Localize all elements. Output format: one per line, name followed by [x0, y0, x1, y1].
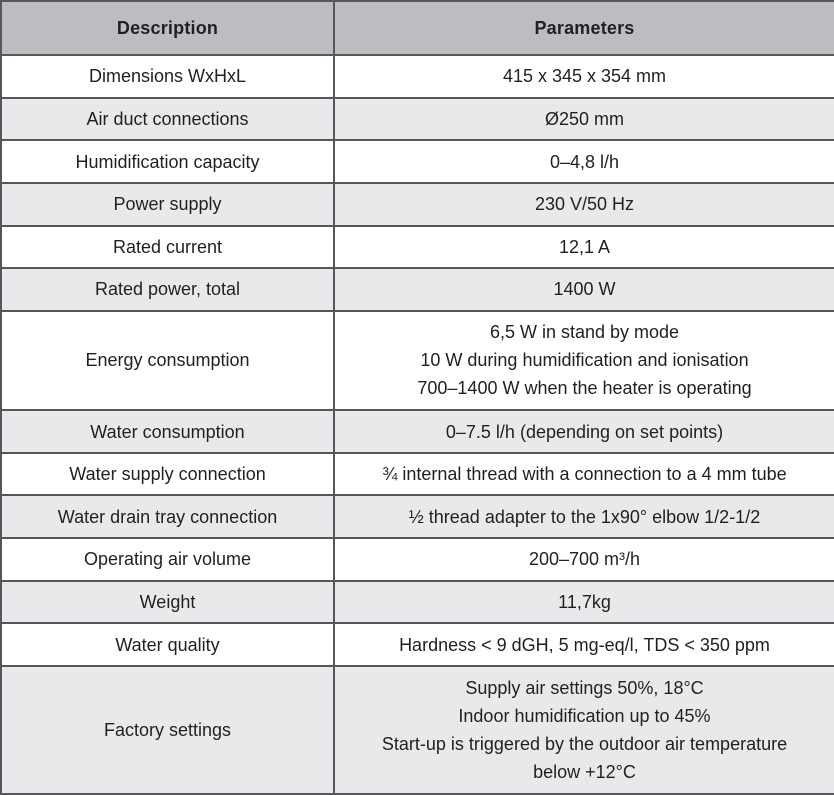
parameters-cell [334, 623, 834, 666]
parameters-cell [334, 538, 834, 581]
parameter-line: 230 V/50 Hz [534, 194, 635, 215]
table-row [1, 666, 834, 794]
description-cell: Water consumption [1, 410, 334, 453]
parameters-cell [334, 410, 834, 453]
parameter-line: 0–4,8 l/h [549, 151, 620, 172]
table-row [1, 226, 834, 269]
parameter-line: Supply air settings 50%, 18°C [465, 677, 704, 698]
description-cell: Water supply connection [1, 453, 334, 496]
description-cell: Power supply [1, 183, 334, 226]
description-cell: Humidification capacity [1, 140, 334, 183]
table-row [1, 623, 834, 666]
table-row [1, 268, 834, 311]
parameter-line: Ø250 mm [544, 108, 625, 129]
table-row [1, 140, 834, 183]
parameter-line: 1400 W [553, 279, 616, 300]
description-cell: Rated power, total [1, 268, 334, 311]
description-cell: Water quality [1, 623, 334, 666]
header-row [1, 1, 834, 55]
parameter-line: 11,7kg [558, 592, 611, 613]
parameters-cell [334, 581, 834, 624]
parameters-cell [334, 666, 834, 794]
parameters-column-header: Parameters [334, 1, 834, 55]
parameters-cell [334, 55, 834, 98]
parameter-line: 10 W during humidification and ionisation [420, 350, 749, 371]
parameter-line: 6,5 W in stand by mode [489, 322, 680, 343]
description-cell: Air duct connections [1, 98, 334, 141]
parameters-cell [334, 495, 834, 538]
description-cell: Water drain tray connection [1, 495, 334, 538]
description-cell: Dimensions WxHxL [1, 55, 334, 98]
parameter-line: ½ thread adapter to the 1x90° elbow 1/2-1/2 [408, 506, 761, 527]
description-column-header: Description [1, 1, 334, 55]
parameter-line: 12,1 A [558, 236, 611, 257]
table-row [1, 98, 834, 141]
parameter-line: 700–1400 W when the heater is operating [417, 378, 752, 399]
description-cell: Operating air volume [1, 538, 334, 581]
table-row [1, 453, 834, 496]
table-row [1, 538, 834, 581]
parameter-line: 415 x 345 x 354 mm [502, 66, 667, 87]
parameters-cell [334, 311, 834, 410]
parameters-cell [334, 268, 834, 311]
parameter-line: Indoor humidification up to 45% [458, 705, 711, 726]
description-cell: Rated current [1, 226, 334, 269]
table-body [1, 55, 834, 794]
parameter-line: Hardness < 9 dGH, 5 mg-eq/l, TDS < 350 ppm [399, 634, 770, 655]
parameter-line: 0–7.5 l/h (depending on set points) [445, 421, 724, 442]
table-row [1, 183, 834, 226]
parameters-cell [334, 226, 834, 269]
parameters-cell [334, 183, 834, 226]
parameters-cell [334, 98, 834, 141]
parameter-line: below +12°C [533, 761, 636, 782]
table-row [1, 581, 834, 624]
parameter-line: Start-up is triggered by the outdoor air temperature [381, 733, 788, 754]
parameters-cell [334, 453, 834, 496]
table-row [1, 410, 834, 453]
description-cell: Energy consumption [1, 311, 334, 410]
parameters-cell [334, 140, 834, 183]
table-row [1, 311, 834, 410]
parameter-line: 200–700 m³/h [528, 549, 641, 570]
description-cell: Factory settings [1, 666, 334, 794]
parameter-line: ¾ internal thread with a connection to a 4 mm tube [382, 464, 787, 485]
description-cell: Weight [1, 581, 334, 624]
table-row [1, 55, 834, 98]
table-row [1, 495, 834, 538]
